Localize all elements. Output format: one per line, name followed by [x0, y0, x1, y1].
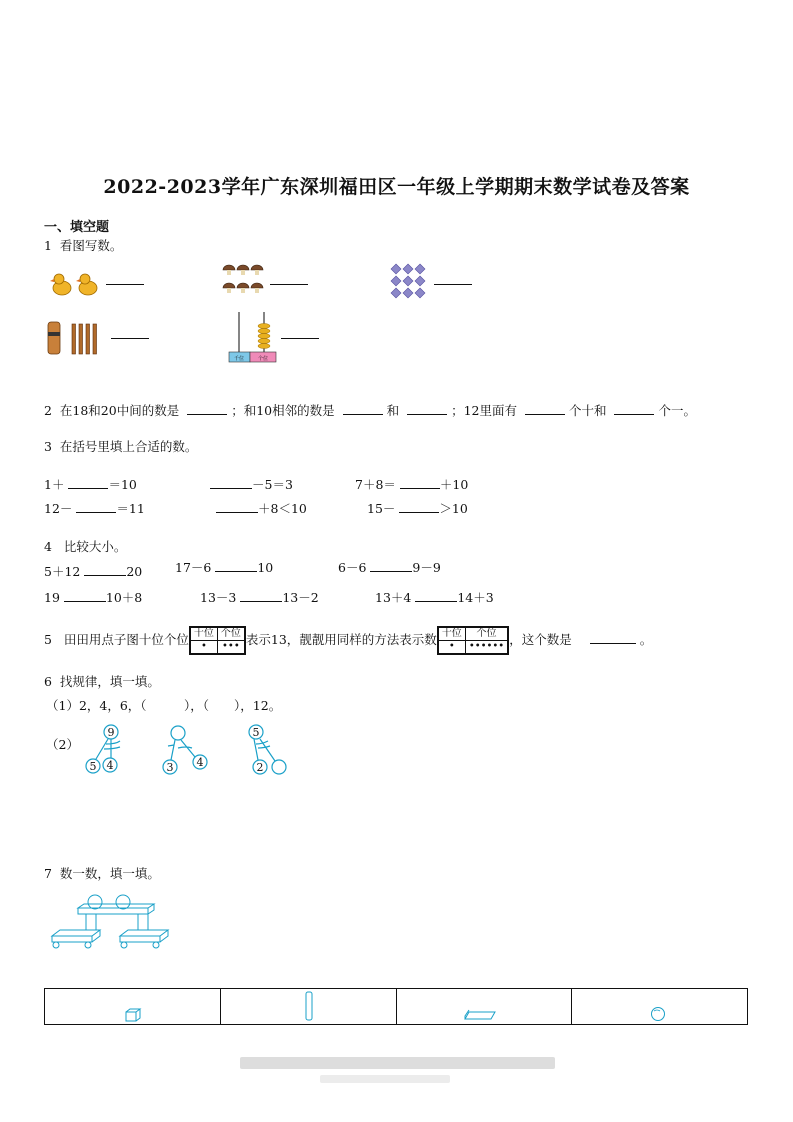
comparison-right: 10＋8	[105, 590, 143, 605]
question-text: 表示13，靓靓用同样的方法表示数	[245, 632, 437, 647]
question-6	[44, 672, 160, 690]
answer-blank[interactable]	[400, 476, 440, 489]
answer-blank[interactable]	[84, 563, 126, 576]
equation-right: ＋8＜10	[258, 501, 307, 516]
answer-blank[interactable]	[399, 500, 439, 513]
cuboid-icon	[463, 1009, 497, 1021]
sphere-icon	[650, 1006, 666, 1022]
answer-blank[interactable]	[434, 272, 472, 285]
answer-blank[interactable]	[343, 402, 383, 415]
answer-blank[interactable]	[590, 631, 636, 644]
shape-count-table	[44, 988, 748, 1025]
answer-blank[interactable]	[215, 559, 257, 572]
equation	[44, 499, 145, 517]
bond-left: 3	[166, 761, 174, 774]
table-cell-cube[interactable]	[45, 989, 221, 1025]
pattern-label: （2）	[46, 737, 79, 752]
comparison-right: 20	[126, 564, 143, 579]
answer-blank[interactable]	[76, 500, 116, 513]
question-number: 1	[44, 238, 52, 253]
question-text: 。	[639, 632, 653, 647]
tens-header: 十位	[190, 628, 217, 641]
comparison-left: 5＋12	[44, 564, 81, 579]
question-text: 在18和20中间的数是	[59, 403, 180, 418]
question-4	[44, 537, 126, 555]
question-1	[44, 236, 122, 254]
question-text: 田田用点子图十位个位	[63, 632, 189, 647]
answer-blank[interactable]	[407, 402, 447, 415]
place-value-box	[189, 626, 246, 655]
answer-blank[interactable]	[525, 402, 565, 415]
equation-left: 1＋	[44, 477, 65, 492]
abacus-label-left: 千位	[233, 356, 245, 362]
question-text: 和	[386, 403, 400, 418]
comparison-right: 14＋3	[457, 590, 494, 605]
diamond-pattern-picture	[390, 263, 426, 299]
question-number: 5	[44, 632, 52, 647]
question-text: 在括号里填上合适的数。	[59, 439, 198, 454]
equation-right: ＞10	[439, 501, 468, 516]
ones-header: 个位	[217, 628, 244, 641]
ones-header: 个位	[465, 628, 507, 641]
comparison-right: 10	[257, 560, 274, 575]
comparison-left: 13－3	[200, 590, 237, 605]
equation-left: 7＋8＝	[355, 477, 396, 492]
comparison-left: 17－6	[175, 560, 212, 575]
question-text: 看图写数。	[59, 238, 123, 253]
equation-left: 12－	[44, 501, 73, 516]
tens-header: 十位	[438, 628, 465, 641]
bond-top: 9	[107, 726, 115, 739]
equation-right: ＝11	[116, 501, 145, 516]
equation	[216, 499, 307, 517]
question-5	[44, 626, 652, 655]
equation-right: －5＝3	[252, 477, 293, 492]
answer-blank[interactable]	[187, 402, 227, 415]
question-number: 4	[44, 539, 52, 554]
comparison-left: 13＋4	[375, 590, 412, 605]
ones-dots: •••	[217, 641, 244, 654]
shape-structure-picture	[48, 890, 168, 952]
equation	[355, 475, 468, 493]
comparison	[44, 588, 142, 606]
pattern-sequence: （1）2，4，6，（ ），（ ），12。	[46, 698, 282, 713]
answer-blank[interactable]	[106, 272, 144, 285]
equation-left: 15－	[367, 501, 396, 516]
equation	[210, 475, 293, 493]
question-text: 找规律，填一填。	[59, 674, 160, 689]
equation-right: ＋10	[439, 477, 469, 492]
table-cell-cylinder[interactable]	[220, 989, 396, 1025]
bond-left: 2	[256, 761, 264, 774]
answer-blank[interactable]	[415, 589, 457, 602]
watermark-blur	[240, 1057, 555, 1069]
answer-blank[interactable]	[68, 476, 108, 489]
duck-picture	[50, 270, 105, 298]
abacus-picture	[228, 310, 278, 365]
ones-dots: ••••••	[465, 641, 507, 654]
question-number: 7	[44, 866, 52, 881]
answer-blank[interactable]	[270, 272, 308, 285]
question-number: 3	[44, 439, 52, 454]
tens-dots: •	[190, 641, 217, 654]
comparison-right: 9－9	[412, 560, 441, 575]
answer-blank[interactable]	[614, 402, 654, 415]
question-number: 6	[44, 674, 52, 689]
comparison	[200, 588, 319, 606]
question-3	[44, 437, 197, 455]
question-text: 个一。	[658, 403, 696, 418]
answer-blank[interactable]	[111, 326, 149, 339]
page-title: 2022-2023学年广东深圳福田区一年级上学期期末数学试卷及答案	[103, 176, 690, 198]
question-text: ；12里面有	[451, 403, 517, 418]
bond-right: 4	[106, 759, 114, 772]
question-7	[44, 864, 160, 882]
section-heading: 一、填空题	[44, 220, 110, 235]
question-text: 比较大小。	[63, 539, 127, 554]
answer-blank[interactable]	[210, 476, 252, 489]
question-2	[44, 401, 696, 419]
abacus-label-right: 个位	[257, 356, 269, 362]
comparison	[175, 558, 273, 576]
cube-icon	[125, 1008, 141, 1022]
answer-blank[interactable]	[64, 589, 106, 602]
comparison	[338, 558, 441, 576]
table-cell-sphere[interactable]	[572, 989, 748, 1025]
comparison-right: 13－2	[282, 590, 319, 605]
equation-right: ＝10	[108, 477, 137, 492]
bond-right: 4	[196, 756, 204, 769]
answer-blank[interactable]	[370, 559, 412, 572]
question-text: ，这个数是	[509, 632, 572, 647]
question-text: 数一数，填一填。	[59, 866, 160, 881]
mushroom-picture	[222, 262, 264, 296]
comparison	[44, 562, 142, 580]
comparison-left: 19	[44, 590, 60, 605]
comparison-left: 6－6	[338, 560, 367, 575]
answer-blank[interactable]	[240, 589, 282, 602]
number-bond-figures	[78, 722, 298, 777]
bond-top: 5	[252, 726, 260, 739]
place-value-box	[437, 626, 509, 655]
equation	[44, 475, 137, 493]
comparison	[375, 588, 494, 606]
answer-blank[interactable]	[281, 326, 319, 339]
cylinder-icon	[304, 990, 314, 1023]
answer-blank[interactable]	[216, 500, 258, 513]
question-number: 2	[44, 403, 52, 418]
question-text: 个十和	[568, 403, 607, 418]
tens-dots: •	[438, 641, 465, 654]
watermark-blur	[320, 1075, 450, 1083]
table-cell-cuboid[interactable]	[396, 989, 572, 1025]
bond-left: 5	[89, 760, 97, 773]
counting-sticks-picture	[46, 320, 106, 356]
question-text: ；和10相邻的数是	[231, 403, 335, 418]
equation	[367, 499, 468, 517]
